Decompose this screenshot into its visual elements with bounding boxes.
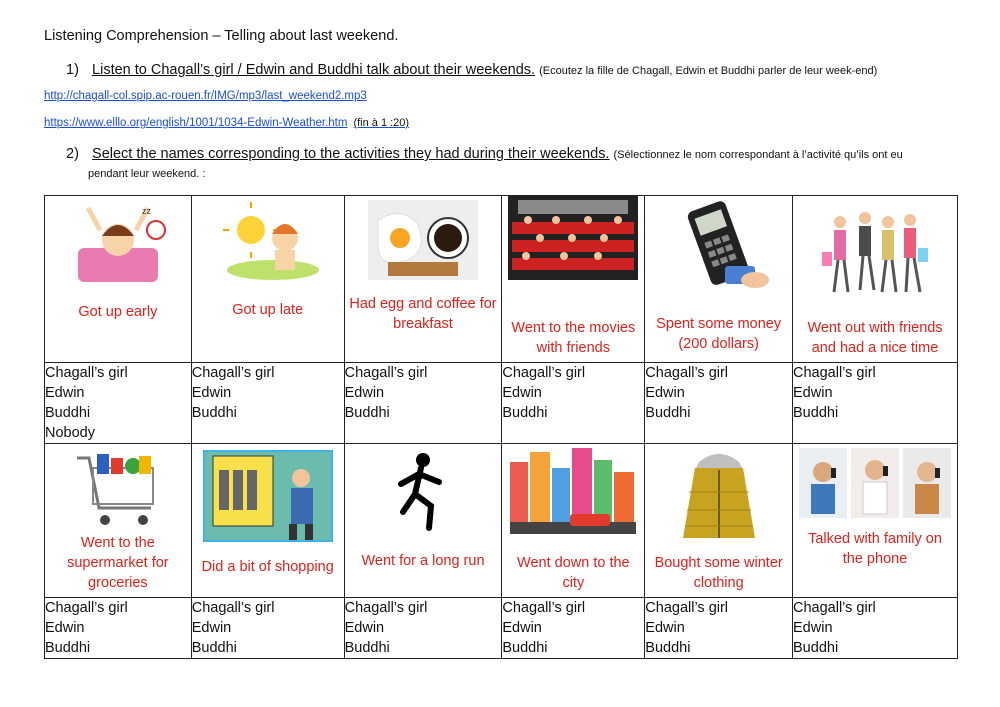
activity-card-winter-clothing bbox=[645, 444, 793, 598]
activity-caption: Got up early bbox=[78, 304, 158, 320]
audio-link-2-note: (fin à 1 :20) bbox=[353, 117, 410, 129]
option-buddhi[interactable]: Buddhi bbox=[344, 640, 390, 656]
option-buddhi[interactable]: Buddhi bbox=[502, 640, 548, 656]
option-edwin[interactable]: Edwin bbox=[45, 620, 85, 636]
option-edwin[interactable]: Edwin bbox=[344, 620, 385, 636]
activity-card-got-up-early bbox=[45, 196, 192, 363]
activity-card-phone-family bbox=[793, 444, 958, 598]
option-edwin[interactable]: Edwin bbox=[645, 385, 685, 401]
question-1 bbox=[66, 62, 877, 78]
activity-caption: Went to the movies with friends bbox=[511, 320, 636, 356]
card-terminal-icon bbox=[669, 200, 769, 290]
name-options bbox=[502, 363, 645, 444]
option-edwin[interactable]: Edwin bbox=[502, 385, 542, 401]
name-options bbox=[45, 363, 192, 444]
option-buddhi[interactable]: Buddhi bbox=[191, 405, 237, 421]
option-edwin[interactable]: Edwin bbox=[502, 620, 542, 636]
activity-caption: Spent some money (200 dollars) bbox=[656, 316, 782, 352]
activity-card-movies bbox=[502, 196, 645, 363]
activity-card-got-up-late bbox=[191, 196, 344, 363]
option-chagalls-girl[interactable]: Chagall’s girl bbox=[45, 600, 128, 616]
activity-card-supermarket bbox=[45, 444, 192, 598]
activity-card-shopping bbox=[191, 444, 344, 598]
question-2-translation: (Sélectionnez le nom correspondant à l’activité qu’ils ont eu bbox=[613, 149, 903, 161]
option-edwin[interactable]: Edwin bbox=[45, 385, 85, 401]
audio-link-2[interactable] bbox=[44, 117, 409, 129]
option-chagalls-girl[interactable]: Chagall’s girl bbox=[191, 600, 275, 616]
cinema-icon bbox=[508, 196, 638, 280]
activity-caption: Went out with friends and had a nice time bbox=[807, 320, 943, 356]
activity-card-egg-coffee bbox=[344, 196, 502, 363]
option-chagalls-girl[interactable]: Chagall’s girl bbox=[645, 600, 729, 616]
activity-card-went-out-friends bbox=[793, 196, 958, 363]
option-buddhi[interactable]: Buddhi bbox=[191, 640, 237, 656]
activity-caption: Went down to the city bbox=[517, 555, 630, 591]
option-chagalls-girl[interactable]: Chagall’s girl bbox=[502, 600, 586, 616]
activity-card-city bbox=[502, 444, 645, 598]
audio-link-1[interactable]: http://chagall-col.spip.ac-rouen.fr/IMG/mp3/last_weekend2.mp3 bbox=[44, 90, 367, 102]
name-options bbox=[45, 598, 192, 659]
alarm-clock-wakeup-icon bbox=[68, 200, 168, 285]
sun-stretch-icon bbox=[213, 200, 323, 285]
option-nobody[interactable]: Nobody bbox=[45, 425, 95, 441]
name-options bbox=[191, 363, 344, 444]
activity-caption: Went to the supermarket for groceries bbox=[67, 535, 169, 591]
question-1-translation: (Ecoutez la fille de Chagall, Edwin et Buddhi parler de leur week-end) bbox=[539, 65, 878, 77]
name-options bbox=[191, 598, 344, 659]
name-options bbox=[645, 598, 793, 659]
svg-text:zz: zz bbox=[141, 206, 151, 216]
option-buddhi[interactable]: Buddhi bbox=[502, 405, 548, 421]
option-chagalls-girl[interactable]: Chagall’s girl bbox=[645, 365, 729, 381]
activity-caption: Talked with family on the phone bbox=[808, 531, 942, 567]
option-buddhi[interactable]: Buddhi bbox=[45, 405, 91, 421]
question-1-text: Listen to Chagall’s girl / Edwin and Buddhi talk about their weekends. bbox=[92, 62, 536, 78]
option-buddhi[interactable]: Buddhi bbox=[793, 640, 839, 656]
question-number: 2) bbox=[66, 146, 79, 162]
activity-caption: Had egg and coffee for breakfast bbox=[349, 296, 497, 332]
name-options bbox=[344, 363, 502, 444]
activity-card-spent-money bbox=[645, 196, 793, 363]
option-buddhi[interactable]: Buddhi bbox=[344, 405, 390, 421]
audio-link-2-url[interactable]: https://www.elllo.org/english/1001/1034-Edwin-Weather.htm bbox=[44, 117, 348, 129]
option-chagalls-girl[interactable]: Chagall’s girl bbox=[191, 365, 275, 381]
question-2-text: Select the names corresponding to the activities they had during their weekends. bbox=[92, 146, 610, 162]
option-buddhi[interactable]: Buddhi bbox=[45, 640, 91, 656]
option-chagalls-girl[interactable]: Chagall’s girl bbox=[793, 365, 876, 381]
runner-icon bbox=[383, 448, 463, 538]
option-buddhi[interactable]: Buddhi bbox=[645, 640, 691, 656]
option-chagalls-girl[interactable]: Chagall’s girl bbox=[344, 600, 428, 616]
name-options bbox=[344, 598, 502, 659]
question-2-translation-cont: pendant leur weekend. : bbox=[88, 168, 206, 180]
option-edwin[interactable]: Edwin bbox=[344, 385, 385, 401]
option-chagalls-girl[interactable]: Chagall’s girl bbox=[45, 365, 128, 381]
page-title: Listening Comprehension – Telling about last weekend. bbox=[44, 28, 399, 44]
option-edwin[interactable]: Edwin bbox=[191, 620, 232, 636]
option-chagalls-girl[interactable]: Chagall’s girl bbox=[502, 365, 586, 381]
name-options bbox=[502, 598, 645, 659]
friends-shopping-icon bbox=[820, 202, 930, 302]
name-options bbox=[793, 363, 958, 444]
option-chagalls-girl[interactable]: Chagall’s girl bbox=[793, 600, 876, 616]
city-icon bbox=[510, 448, 636, 534]
activity-caption: Went for a long run bbox=[361, 553, 485, 569]
question-number: 1) bbox=[66, 62, 79, 78]
option-buddhi[interactable]: Buddhi bbox=[793, 405, 839, 421]
activity-caption: Bought some winter clothing bbox=[654, 555, 783, 591]
option-edwin[interactable]: Edwin bbox=[191, 385, 232, 401]
activity-caption: Did a bit of shopping bbox=[201, 559, 334, 575]
activity-caption: Got up late bbox=[232, 302, 304, 318]
option-chagalls-girl[interactable]: Chagall’s girl bbox=[344, 365, 428, 381]
question-2 bbox=[66, 146, 903, 162]
shopping-cart-icon bbox=[73, 448, 163, 532]
name-options bbox=[793, 598, 958, 659]
option-edwin[interactable]: Edwin bbox=[793, 385, 833, 401]
egg-coffee-icon bbox=[368, 200, 478, 280]
name-options bbox=[645, 363, 793, 444]
option-edwin[interactable]: Edwin bbox=[793, 620, 833, 636]
clothes-shop-icon bbox=[201, 448, 335, 544]
activity-card-long-run bbox=[344, 444, 502, 598]
winter-jacket-icon bbox=[675, 448, 763, 554]
phone-call-icon bbox=[799, 448, 951, 518]
option-edwin[interactable]: Edwin bbox=[645, 620, 685, 636]
activity-grid bbox=[44, 195, 958, 659]
option-buddhi[interactable]: Buddhi bbox=[645, 405, 691, 421]
